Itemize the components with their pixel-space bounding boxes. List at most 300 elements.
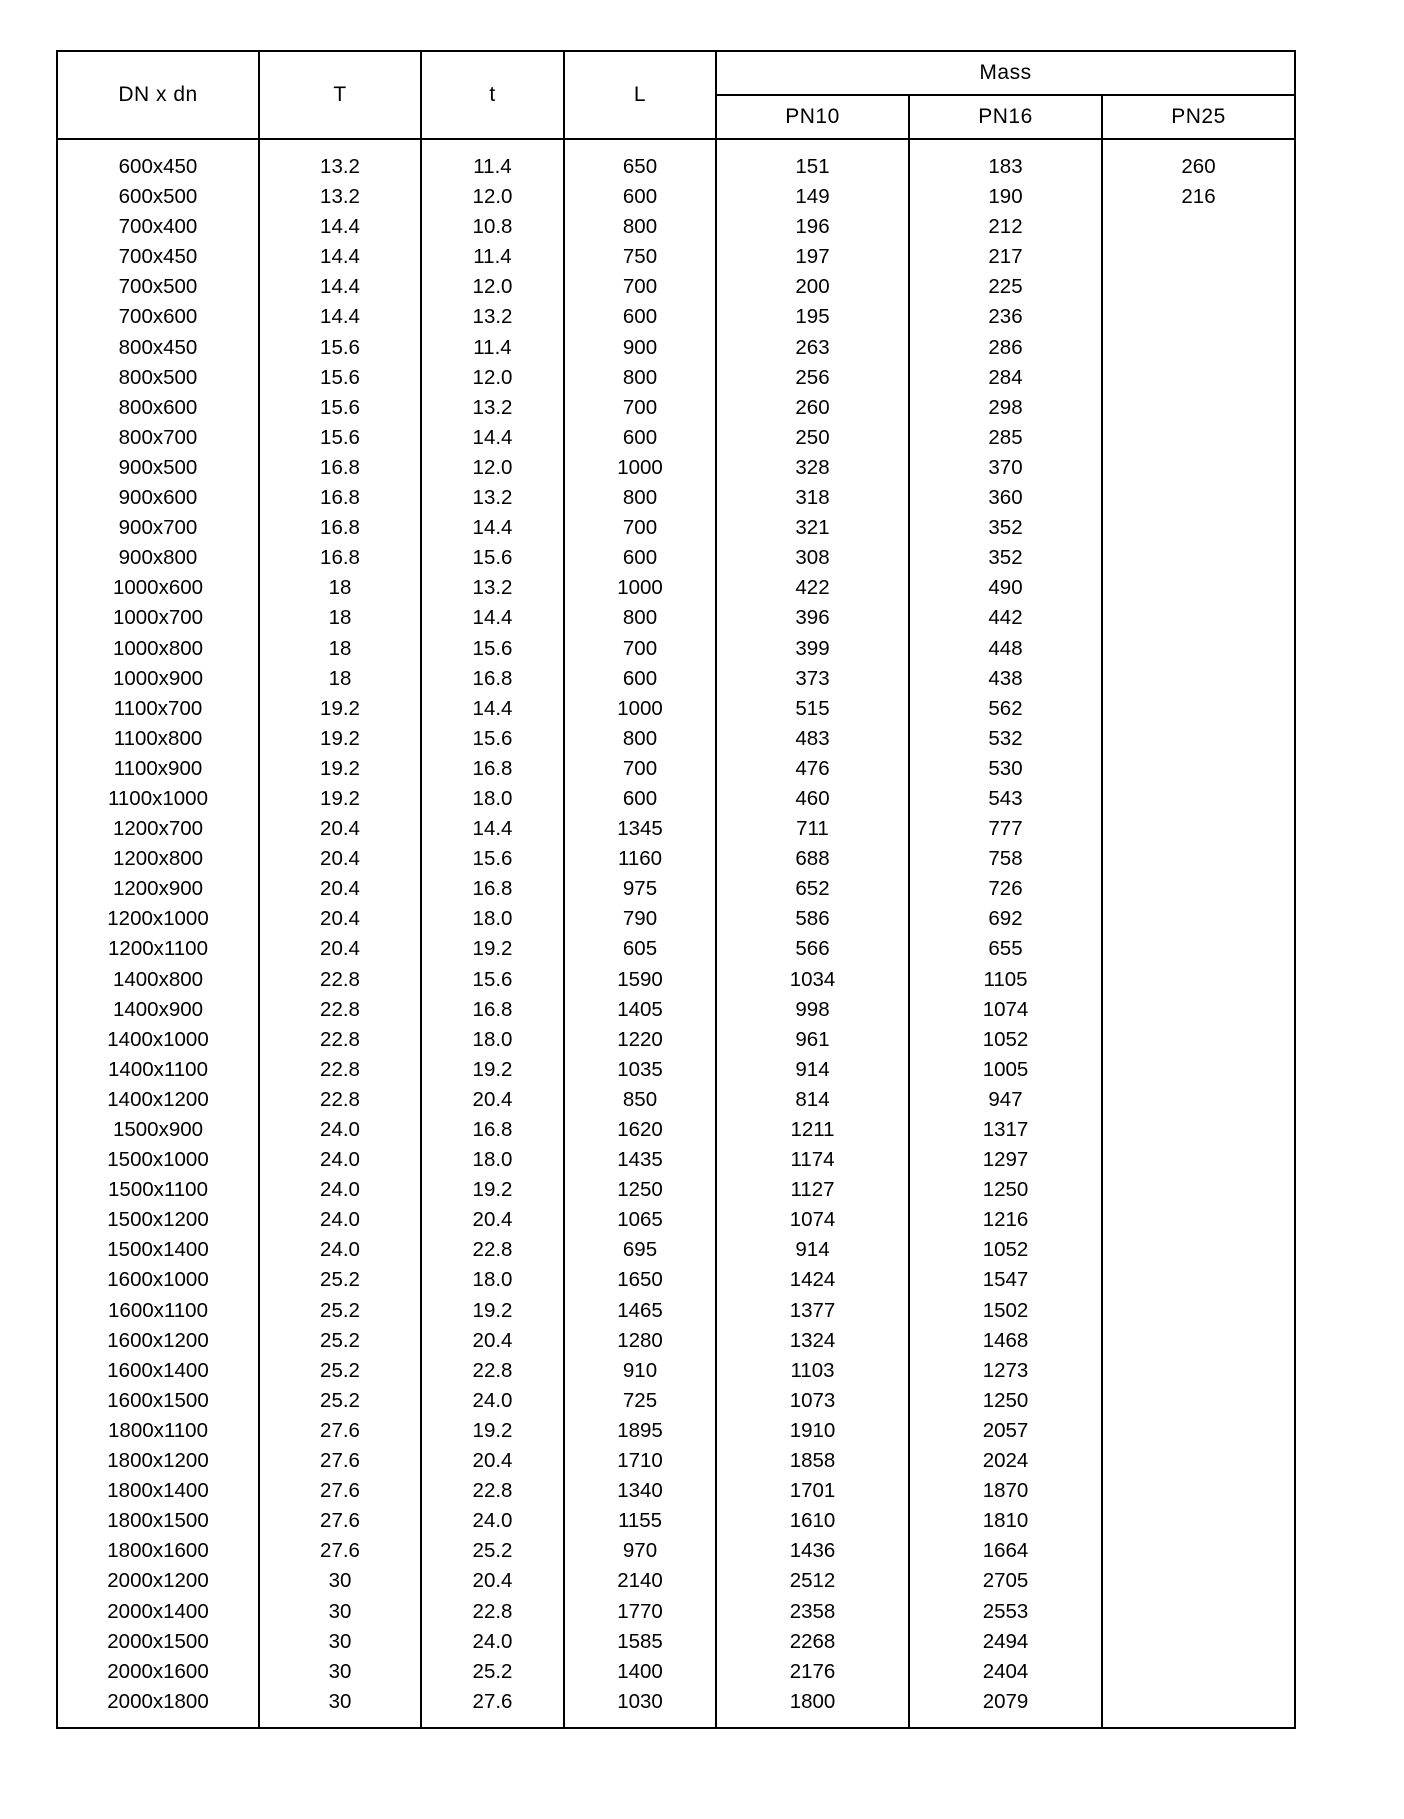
cell-dn: 900x500 (57, 453, 259, 483)
table-row (57, 904, 1295, 934)
cell-t: 13.2 (421, 573, 564, 603)
cell-pn10: 256 (716, 363, 909, 393)
cell-T: 20.4 (259, 874, 421, 904)
cell-dn: 1200x800 (57, 844, 259, 874)
cell-L: 1400 (564, 1657, 716, 1687)
cell-t: 14.4 (421, 423, 564, 453)
cell-dn: 1400x900 (57, 995, 259, 1025)
cell-pn25 (1102, 573, 1295, 603)
cell-t: 16.8 (421, 995, 564, 1025)
cell-pn25 (1102, 844, 1295, 874)
cell-pn25 (1102, 1416, 1295, 1446)
cell-pn16: 1105 (909, 965, 1102, 995)
cell-pn16: 286 (909, 333, 1102, 363)
cell-T: 25.2 (259, 1326, 421, 1356)
cell-pn25 (1102, 965, 1295, 995)
cell-pn10: 197 (716, 242, 909, 272)
cell-t: 20.4 (421, 1326, 564, 1356)
cell-t: 12.0 (421, 182, 564, 212)
cell-dn: 1800x1200 (57, 1446, 259, 1476)
cell-L: 1000 (564, 573, 716, 603)
column-header-mass: Mass (716, 51, 1295, 95)
cell-pn10: 2268 (716, 1627, 909, 1657)
cell-pn16: 1273 (909, 1356, 1102, 1386)
cell-t: 19.2 (421, 1296, 564, 1326)
cell-L: 1710 (564, 1446, 716, 1476)
cell-pn16: 1250 (909, 1386, 1102, 1416)
cell-L: 1000 (564, 453, 716, 483)
cell-pn16: 1547 (909, 1265, 1102, 1295)
table-row (57, 1506, 1295, 1536)
table-row (57, 242, 1295, 272)
cell-T: 15.6 (259, 363, 421, 393)
cell-dn: 1400x800 (57, 965, 259, 995)
cell-pn16: 1052 (909, 1025, 1102, 1055)
cell-t: 11.4 (421, 139, 564, 182)
cell-dn: 1100x900 (57, 754, 259, 784)
cell-L: 800 (564, 212, 716, 242)
cell-T: 22.8 (259, 1085, 421, 1115)
table-row (57, 1657, 1295, 1687)
cell-pn16: 562 (909, 694, 1102, 724)
cell-t: 24.0 (421, 1506, 564, 1536)
cell-dn: 800x700 (57, 423, 259, 453)
cell-t: 25.2 (421, 1536, 564, 1566)
cell-pn25: 216 (1102, 182, 1295, 212)
table-row (57, 182, 1295, 212)
cell-T: 25.2 (259, 1296, 421, 1326)
cell-L: 1280 (564, 1326, 716, 1356)
cell-pn10: 151 (716, 139, 909, 182)
cell-T: 19.2 (259, 754, 421, 784)
cell-t: 15.6 (421, 634, 564, 664)
cell-pn10: 321 (716, 513, 909, 543)
cell-L: 1030 (564, 1687, 716, 1728)
table-row (57, 393, 1295, 423)
column-header-pn10: PN10 (716, 95, 909, 139)
table-row (57, 423, 1295, 453)
cell-pn16: 2024 (909, 1446, 1102, 1476)
table-row (57, 513, 1295, 543)
cell-pn16: 2494 (909, 1627, 1102, 1657)
cell-t: 14.4 (421, 694, 564, 724)
cell-L: 700 (564, 634, 716, 664)
cell-pn25 (1102, 393, 1295, 423)
cell-t: 12.0 (421, 272, 564, 302)
cell-pn16: 183 (909, 139, 1102, 182)
cell-pn16: 2553 (909, 1597, 1102, 1627)
cell-t: 18.0 (421, 1265, 564, 1295)
cell-dn: 1800x1100 (57, 1416, 259, 1446)
cell-pn16: 543 (909, 784, 1102, 814)
cell-t: 15.6 (421, 844, 564, 874)
cell-T: 15.6 (259, 423, 421, 453)
cell-t: 15.6 (421, 965, 564, 995)
cell-t: 16.8 (421, 874, 564, 904)
cell-pn16: 692 (909, 904, 1102, 934)
cell-pn16: 655 (909, 934, 1102, 964)
cell-pn16: 236 (909, 302, 1102, 332)
cell-pn10: 422 (716, 573, 909, 603)
cell-pn25 (1102, 1235, 1295, 1265)
cell-T: 13.2 (259, 182, 421, 212)
cell-L: 800 (564, 724, 716, 754)
cell-T: 16.8 (259, 543, 421, 573)
cell-pn25 (1102, 814, 1295, 844)
cell-L: 600 (564, 784, 716, 814)
cell-pn25 (1102, 934, 1295, 964)
cell-t: 16.8 (421, 754, 564, 784)
cell-pn25 (1102, 1506, 1295, 1536)
cell-T: 30 (259, 1597, 421, 1627)
cell-T: 25.2 (259, 1356, 421, 1386)
cell-pn16: 217 (909, 242, 1102, 272)
cell-pn25 (1102, 754, 1295, 784)
cell-pn25 (1102, 1687, 1295, 1728)
cell-pn25 (1102, 333, 1295, 363)
cell-T: 30 (259, 1657, 421, 1687)
cell-pn25 (1102, 1536, 1295, 1566)
cell-pn25 (1102, 1446, 1295, 1476)
cell-dn: 2000x1400 (57, 1597, 259, 1627)
cell-pn25 (1102, 874, 1295, 904)
cell-dn: 1500x900 (57, 1115, 259, 1145)
cell-pn25 (1102, 483, 1295, 513)
cell-pn16: 438 (909, 664, 1102, 694)
cell-pn10: 1034 (716, 965, 909, 995)
cell-L: 1585 (564, 1627, 716, 1657)
cell-pn16: 1664 (909, 1536, 1102, 1566)
cell-pn10: 2512 (716, 1566, 909, 1596)
cell-t: 22.8 (421, 1597, 564, 1627)
table-row (57, 1115, 1295, 1145)
cell-T: 27.6 (259, 1416, 421, 1446)
column-header-T: T (259, 51, 421, 139)
cell-dn: 1100x800 (57, 724, 259, 754)
cell-pn10: 914 (716, 1055, 909, 1085)
cell-T: 18 (259, 573, 421, 603)
cell-t: 11.4 (421, 242, 564, 272)
cell-pn16: 1810 (909, 1506, 1102, 1536)
cell-dn: 600x450 (57, 139, 259, 182)
cell-dn: 1500x1200 (57, 1205, 259, 1235)
table-row (57, 1145, 1295, 1175)
cell-dn: 900x700 (57, 513, 259, 543)
cell-T: 18 (259, 664, 421, 694)
table-row (57, 1386, 1295, 1416)
cell-T: 24.0 (259, 1115, 421, 1145)
cell-T: 16.8 (259, 513, 421, 543)
cell-pn25 (1102, 1265, 1295, 1295)
cell-pn10: 308 (716, 543, 909, 573)
cell-t: 10.8 (421, 212, 564, 242)
table-body (57, 139, 1295, 1728)
cell-pn25 (1102, 634, 1295, 664)
cell-L: 600 (564, 302, 716, 332)
cell-pn16: 726 (909, 874, 1102, 904)
cell-dn: 1800x1400 (57, 1476, 259, 1506)
cell-pn25 (1102, 242, 1295, 272)
cell-dn: 1600x1100 (57, 1296, 259, 1326)
cell-pn16: 2057 (909, 1416, 1102, 1446)
cell-dn: 1200x900 (57, 874, 259, 904)
table-row (57, 139, 1295, 182)
cell-T: 18 (259, 634, 421, 664)
cell-pn25 (1102, 1296, 1295, 1326)
cell-pn16: 1074 (909, 995, 1102, 1025)
cell-dn: 2000x1800 (57, 1687, 259, 1728)
table-row (57, 483, 1295, 513)
table-row (57, 1597, 1295, 1627)
cell-pn16: 442 (909, 603, 1102, 633)
cell-pn16: 532 (909, 724, 1102, 754)
cell-L: 600 (564, 543, 716, 573)
cell-T: 15.6 (259, 333, 421, 363)
cell-L: 750 (564, 242, 716, 272)
cell-L: 1035 (564, 1055, 716, 1085)
cell-L: 970 (564, 1536, 716, 1566)
cell-T: 27.6 (259, 1536, 421, 1566)
cell-t: 12.0 (421, 363, 564, 393)
cell-pn16: 1297 (909, 1145, 1102, 1175)
cell-T: 14.4 (259, 242, 421, 272)
cell-L: 2140 (564, 1566, 716, 1596)
cell-pn16: 352 (909, 543, 1102, 573)
cell-pn16: 284 (909, 363, 1102, 393)
cell-pn10: 263 (716, 333, 909, 363)
table-row (57, 603, 1295, 633)
cell-pn16: 298 (909, 393, 1102, 423)
cell-pn16: 2705 (909, 1566, 1102, 1596)
cell-L: 1435 (564, 1145, 716, 1175)
cell-L: 1000 (564, 694, 716, 724)
cell-pn25 (1102, 784, 1295, 814)
cell-pn10: 711 (716, 814, 909, 844)
cell-dn: 1400x1100 (57, 1055, 259, 1085)
cell-dn: 800x500 (57, 363, 259, 393)
cell-dn: 2000x1200 (57, 1566, 259, 1596)
cell-dn: 700x400 (57, 212, 259, 242)
cell-pn10: 1701 (716, 1476, 909, 1506)
cell-T: 24.0 (259, 1145, 421, 1175)
cell-pn25 (1102, 212, 1295, 242)
cell-pn10: 483 (716, 724, 909, 754)
cell-L: 700 (564, 513, 716, 543)
table-row (57, 754, 1295, 784)
cell-L: 725 (564, 1386, 716, 1416)
cell-t: 13.2 (421, 483, 564, 513)
column-header-pn16: PN16 (909, 95, 1102, 139)
table-row (57, 1566, 1295, 1596)
cell-pn10: 961 (716, 1025, 909, 1055)
cell-pn16: 947 (909, 1085, 1102, 1115)
cell-pn16: 777 (909, 814, 1102, 844)
cell-L: 850 (564, 1085, 716, 1115)
table-row (57, 724, 1295, 754)
cell-dn: 900x800 (57, 543, 259, 573)
cell-pn16: 1468 (909, 1326, 1102, 1356)
cell-T: 20.4 (259, 934, 421, 964)
cell-T: 24.0 (259, 1235, 421, 1265)
cell-L: 910 (564, 1356, 716, 1386)
cell-L: 800 (564, 483, 716, 513)
cell-t: 13.2 (421, 302, 564, 332)
cell-t: 19.2 (421, 934, 564, 964)
cell-T: 13.2 (259, 139, 421, 182)
cell-dn: 1500x1100 (57, 1175, 259, 1205)
cell-pn16: 1052 (909, 1235, 1102, 1265)
cell-pn16: 1870 (909, 1476, 1102, 1506)
cell-t: 19.2 (421, 1055, 564, 1085)
cell-pn10: 1324 (716, 1326, 909, 1356)
table-row (57, 1055, 1295, 1085)
cell-pn16: 212 (909, 212, 1102, 242)
cell-T: 20.4 (259, 814, 421, 844)
cell-pn10: 586 (716, 904, 909, 934)
cell-t: 22.8 (421, 1356, 564, 1386)
cell-pn25 (1102, 1597, 1295, 1627)
table-head (57, 51, 1295, 139)
cell-pn25 (1102, 272, 1295, 302)
cell-pn10: 2176 (716, 1657, 909, 1687)
table-row (57, 302, 1295, 332)
column-header-dn-dn: DN x dn (57, 51, 259, 139)
cell-pn25 (1102, 664, 1295, 694)
cell-t: 14.4 (421, 603, 564, 633)
cell-T: 18 (259, 603, 421, 633)
cell-dn: 700x600 (57, 302, 259, 332)
cell-t: 18.0 (421, 1025, 564, 1055)
cell-L: 1340 (564, 1476, 716, 1506)
cell-t: 11.4 (421, 333, 564, 363)
table-row (57, 453, 1295, 483)
cell-L: 1220 (564, 1025, 716, 1055)
cell-L: 800 (564, 603, 716, 633)
cell-pn25 (1102, 995, 1295, 1025)
cell-pn10: 476 (716, 754, 909, 784)
table-row (57, 1416, 1295, 1446)
cell-T: 16.8 (259, 453, 421, 483)
cell-t: 18.0 (421, 1145, 564, 1175)
cell-pn25: 260 (1102, 139, 1295, 182)
table-row (57, 363, 1295, 393)
cell-pn10: 1436 (716, 1536, 909, 1566)
cell-pn16: 490 (909, 573, 1102, 603)
cell-dn: 1200x1100 (57, 934, 259, 964)
cell-pn25 (1102, 363, 1295, 393)
cell-L: 1620 (564, 1115, 716, 1145)
cell-dn: 600x500 (57, 182, 259, 212)
cell-pn10: 250 (716, 423, 909, 453)
cell-pn25 (1102, 1566, 1295, 1596)
cell-pn10: 318 (716, 483, 909, 513)
cell-L: 800 (564, 363, 716, 393)
cell-pn25 (1102, 603, 1295, 633)
cell-pn25 (1102, 1657, 1295, 1687)
cell-pn10: 460 (716, 784, 909, 814)
cell-t: 16.8 (421, 1115, 564, 1145)
table-row (57, 844, 1295, 874)
cell-dn: 1100x1000 (57, 784, 259, 814)
cell-dn: 1600x1200 (57, 1326, 259, 1356)
cell-L: 1065 (564, 1205, 716, 1235)
cell-pn25 (1102, 423, 1295, 453)
cell-pn25 (1102, 1085, 1295, 1115)
cell-pn10: 399 (716, 634, 909, 664)
cell-t: 14.4 (421, 513, 564, 543)
column-header-L: L (564, 51, 716, 139)
cell-pn10: 373 (716, 664, 909, 694)
cell-T: 27.6 (259, 1446, 421, 1476)
cell-t: 24.0 (421, 1386, 564, 1416)
cell-pn10: 998 (716, 995, 909, 1025)
cell-T: 24.0 (259, 1205, 421, 1235)
cell-T: 24.0 (259, 1175, 421, 1205)
cell-L: 1650 (564, 1265, 716, 1295)
table-row (57, 1025, 1295, 1055)
table-row (57, 543, 1295, 573)
cell-pn10: 328 (716, 453, 909, 483)
cell-pn16: 758 (909, 844, 1102, 874)
table-row (57, 664, 1295, 694)
cell-pn10: 200 (716, 272, 909, 302)
cell-L: 1250 (564, 1175, 716, 1205)
cell-T: 20.4 (259, 904, 421, 934)
cell-pn16: 190 (909, 182, 1102, 212)
cell-t: 20.4 (421, 1566, 564, 1596)
cell-dn: 1500x1000 (57, 1145, 259, 1175)
cell-L: 1345 (564, 814, 716, 844)
cell-t: 20.4 (421, 1085, 564, 1115)
cell-dn: 1400x1200 (57, 1085, 259, 1115)
cell-T: 19.2 (259, 724, 421, 754)
cell-pn25 (1102, 694, 1295, 724)
cell-pn16: 285 (909, 423, 1102, 453)
table-row (57, 1175, 1295, 1205)
cell-L: 700 (564, 754, 716, 784)
cell-T: 15.6 (259, 393, 421, 423)
cell-dn: 1800x1500 (57, 1506, 259, 1536)
cell-L: 600 (564, 182, 716, 212)
cell-t: 15.6 (421, 543, 564, 573)
cell-pn25 (1102, 1055, 1295, 1085)
cell-pn25 (1102, 513, 1295, 543)
cell-T: 30 (259, 1687, 421, 1728)
cell-t: 12.0 (421, 453, 564, 483)
cell-L: 1160 (564, 844, 716, 874)
cell-pn10: 260 (716, 393, 909, 423)
cell-pn10: 2358 (716, 1597, 909, 1627)
cell-pn25 (1102, 302, 1295, 332)
table-row (57, 573, 1295, 603)
cell-pn10: 149 (716, 182, 909, 212)
cell-L: 695 (564, 1235, 716, 1265)
cell-pn25 (1102, 1356, 1295, 1386)
cell-pn10: 566 (716, 934, 909, 964)
table-row (57, 1205, 1295, 1235)
cell-pn25 (1102, 1145, 1295, 1175)
cell-L: 1590 (564, 965, 716, 995)
table-row (57, 1085, 1295, 1115)
cell-pn10: 1211 (716, 1115, 909, 1145)
table-row (57, 874, 1295, 904)
cell-pn25 (1102, 543, 1295, 573)
cell-T: 30 (259, 1566, 421, 1596)
cell-T: 22.8 (259, 995, 421, 1025)
cell-dn: 1000x900 (57, 664, 259, 694)
cell-pn10: 1073 (716, 1386, 909, 1416)
cell-pn25 (1102, 1386, 1295, 1416)
